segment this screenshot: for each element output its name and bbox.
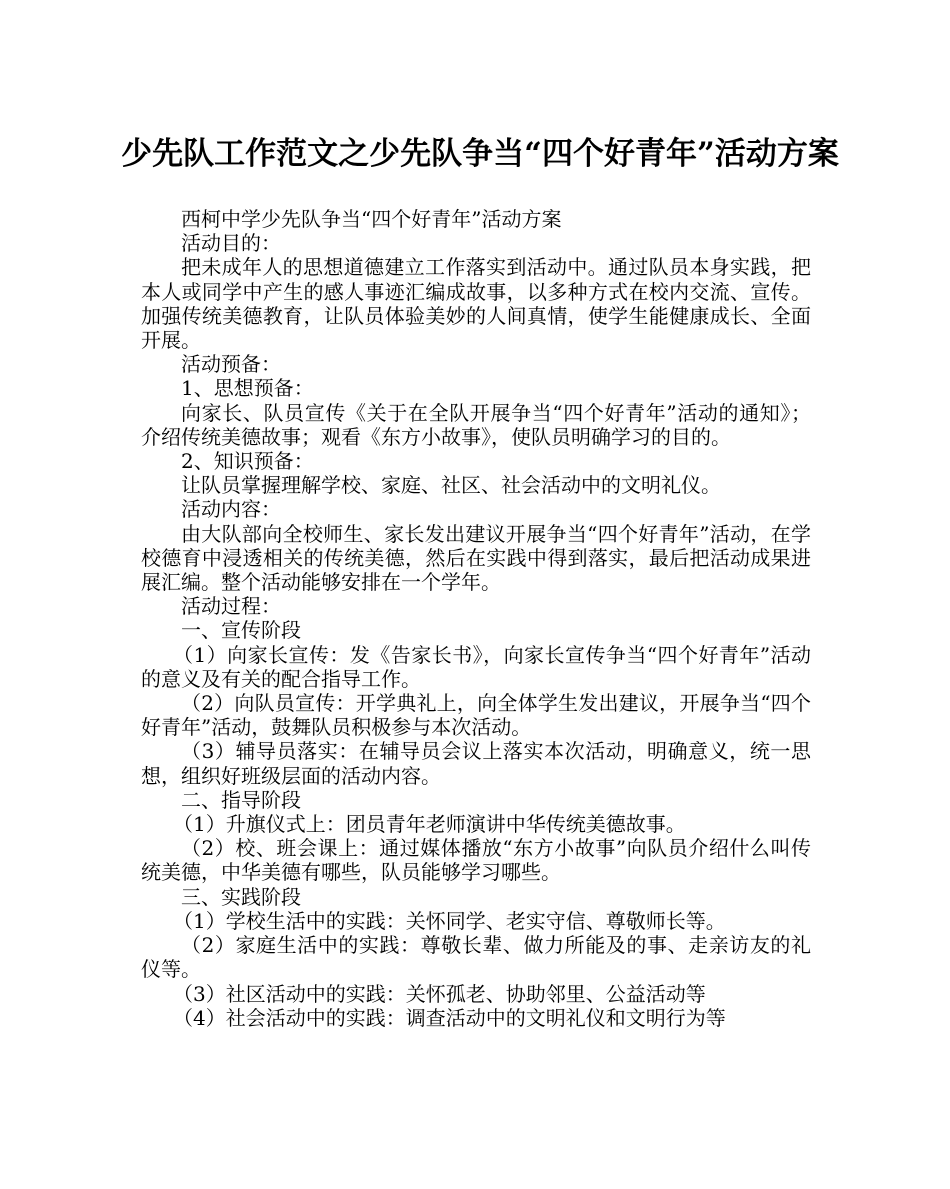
paragraph-stage-2-item-2: （2）校、班会课上：通过媒体播放“东方小故事”向队员介绍什么叫传统美德，中华美德有哪些，队员能够学习哪些。 [141, 836, 811, 885]
document-title: 少先队工作范文之少先队争当“四个好青年”活动方案 [121, 136, 839, 172]
paragraph-heading-stage-2: 二、指导阶段 [181, 787, 301, 812]
paragraph-content-text: 由大队部向全校师生、家长发出建议开展争当“四个好青年”活动，在学校德育中浸透相关的传统美德，然后在实践中得到落实，最后把活动成果进展汇编。整个活动能够安排在一个学年。 [141, 521, 811, 595]
paragraph-stage-2-item-1: （1）升旗仪式上：团员青年老师演讲中华传统美德故事。 [173, 812, 686, 837]
paragraph-heading-thought-prep: 1、思想预备： [181, 376, 314, 401]
paragraph-knowledge-prep-text: 让队员掌握理解学校、家庭、社区、社会活动中的文明礼仪。 [181, 473, 721, 498]
paragraph-heading-knowledge-prep: 2、知识预备： [181, 449, 314, 474]
paragraph-heading-content: 活动内容： [181, 497, 281, 522]
paragraph-heading-preparation: 活动预备： [181, 352, 281, 377]
paragraph-stage-3-item-1: （1）学校生活中的实践：关怀同学、老实守信、尊敬师长等。 [173, 908, 726, 933]
paragraph-stage-3-item-3: （3）社区活动中的实践：关怀孤老、协助邻里、公益活动等 [173, 981, 706, 1006]
paragraph-purpose-text: 把未成年人的思想道德建立工作落实到活动中。通过队员本身实践，把本人或同学中产生的感人事迹汇编成故事，以多种方式在校内交流、宣传。加强传统美德教育，让队员体验美妙的人间真情，使学生能健康成长、全面开展。 [141, 255, 811, 353]
paragraph-subtitle: 西柯中学少先队争当“四个好青年”活动方案 [181, 207, 562, 231]
paragraph-stage-3-item-2: （2）家庭生活中的实践：尊敬长辈、做力所能及的事、走亲访友的礼仪等。 [141, 933, 811, 982]
paragraph-stage-1-item-2: （2）向队员宣传：开学典礼上，向全体学生发出建议，开展争当“四个好青年”活动，鼓舞队员积极参与本次活动。 [141, 691, 811, 740]
document-body [141, 207, 811, 1030]
paragraph-thought-prep-text: 向家长、队员宣传《关于在全队开展争当“四个好青年”活动的通知》；介绍传统美德故事；观看《东方小故事》，使队员明确学习的目的。 [141, 400, 811, 449]
paragraph-heading-stage-3: 三、实践阶段 [181, 884, 301, 909]
paragraph-stage-1-item-3: （3）辅导员落实：在辅导员会议上落实本次活动，明确意义，统一思想，组织好班级层面的活动内容。 [141, 739, 811, 788]
paragraph-stage-3-item-4: （4）社会活动中的实践：调查活动中的文明礼仪和文明行为等 [173, 1005, 726, 1030]
paragraph-stage-1-item-1: （1）向家长宣传：发《告家长书》，向家长宣传争当“四个好青年”活动的意义及有关的配合指导工作。 [141, 642, 811, 691]
paragraph-heading-purpose: 活动目的： [181, 231, 281, 256]
paragraph-heading-stage-1: 一、宣传阶段 [181, 618, 301, 643]
paragraph-heading-process: 活动过程： [181, 594, 281, 619]
